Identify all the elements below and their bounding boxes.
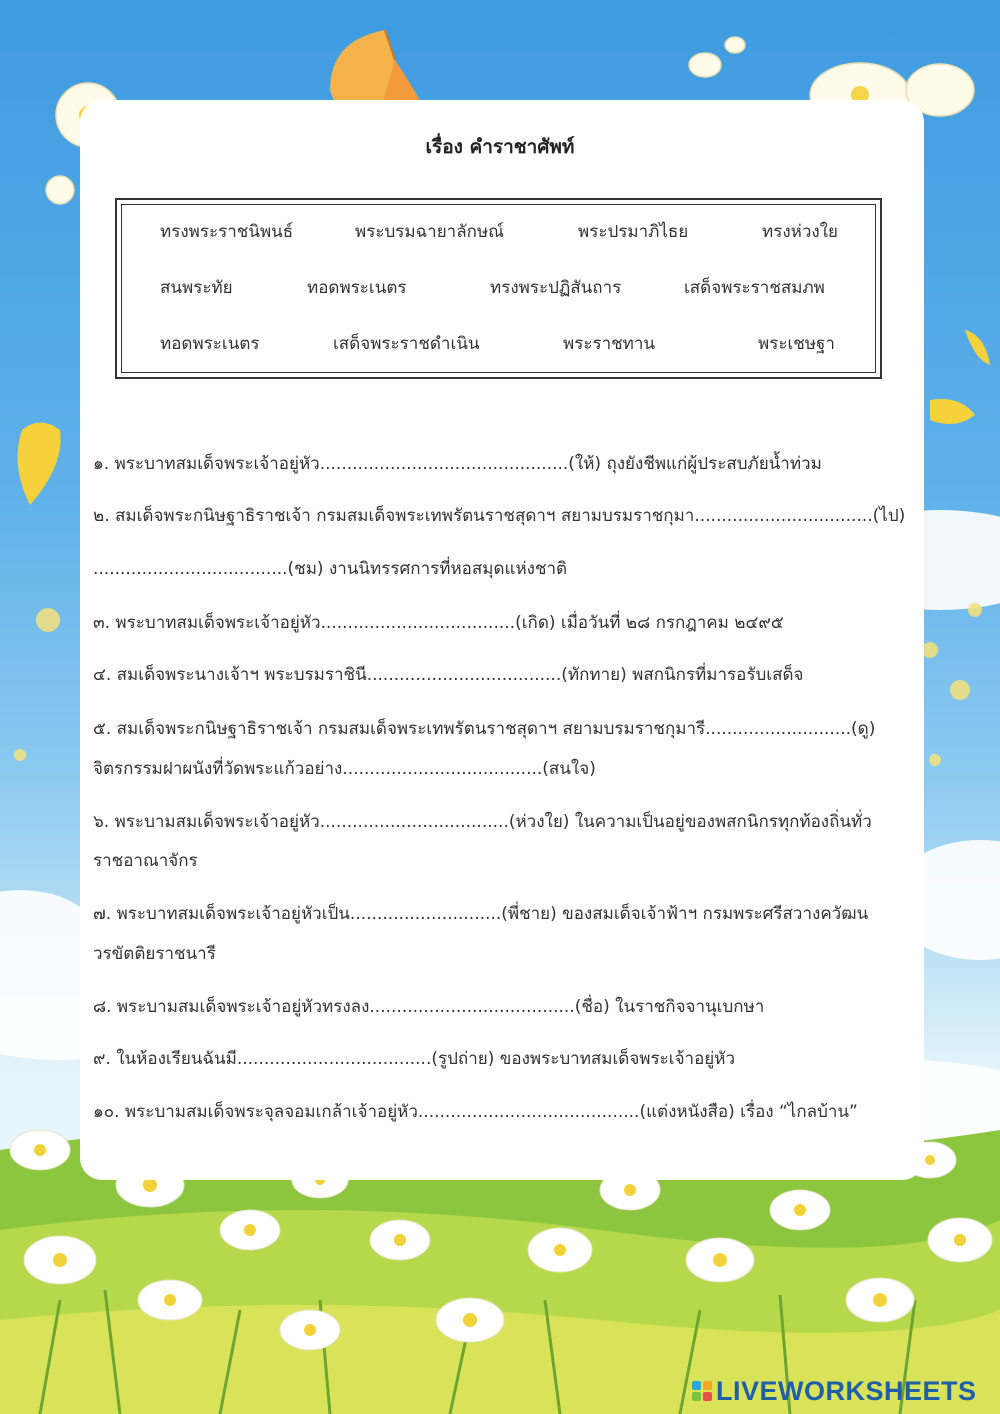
word-bank-item: พระบรมฉายาลักษณ์	[355, 222, 504, 242]
question-line: ๒. สมเด็จพระกนิษฐาธิราชเจ้า กรมสมเด็จพระเทพรัตนราชสุดาฯ สยามบรมราชกุมา.................................(ไป)	[93, 506, 906, 526]
word-bank-item: ทอดพระเนตร	[160, 334, 260, 354]
word-bank-item: ทรงพระราชนิพนธ์	[160, 222, 294, 242]
word-bank-item: พระเชษฐา	[758, 334, 835, 354]
question-line: ....................................(ชม) งานนิทรรศการที่หอสมุดแห่งชาติ	[93, 559, 568, 579]
word-bank-item: ทอดพระเนตร	[307, 278, 407, 298]
word-bank-item: พระราชทาน	[563, 334, 656, 354]
word-bank-item: ทรงพระปฏิสันถาร	[490, 278, 622, 298]
question-line: ราชอาณาจักร	[93, 851, 198, 871]
question-line: ๑. พระบาทสมเด็จพระเจ้าอยู่หัว..............................................(ให้) ถุงยังชีพแก่ผู้ประสบภัยน้ำท่วม	[93, 454, 822, 474]
question-line: ๑๐. พระบามสมเด็จพระจุลจอมเกล้าเจ้าอยู่หัว.........................................(แต่งหนังสือ) เรื่อง “ไกลบ้าน”	[93, 1102, 858, 1122]
word-bank-item: เสด็จพระราชสมภพ	[684, 278, 825, 298]
question-line: วรขัตติยราชนารี	[93, 944, 216, 964]
word-bank-item: สนพระทัย	[160, 278, 233, 298]
liveworksheets-watermark	[692, 1374, 977, 1408]
word-bank-item: เสด็จพระราชดำเนิน	[333, 334, 480, 354]
question-line: ๓. พระบาทสมเด็จพระเจ้าอยู่หัว....................................(เกิด) เมื่อวันที่ ๒๘ กรกฎาคม ๒๔๙๕	[93, 613, 784, 633]
question-line: ๔. สมเด็จพระนางเจ้าฯ พระบรมราชินี....................................(ทักทาย) พสกนิกรที่มารอรับเสด็จ	[93, 665, 804, 685]
worksheet-title: เรื่อง คำราชาศัพท์	[425, 136, 575, 158]
question-line: จิตรกรรมฝาผนังที่วัดพระแก้วอย่าง.....................................(สนใจ)	[93, 759, 596, 779]
question-line: ๕. สมเด็จพระกนิษฐาธิราชเจ้า กรมสมเด็จพระเทพรัตนราชสุดาฯ สยามบรมราชกุมารี...........................(ดู)	[93, 719, 876, 739]
question-line: ๙. ในห้องเรียนฉันมี....................................(รูปถ่าย) ของพระบาทสมเด็จพระเจ้าอยู่หัว	[93, 1049, 735, 1069]
word-bank-item: พระปรมาภิไธย	[578, 222, 689, 242]
question-line: ๖. พระบามสมเด็จพระเจ้าอยู่หัว...................................(ห่วงใย) ในความเป็นอยู่ของพสกนิกรทุกท้องถิ่นทั่ว	[93, 812, 872, 832]
watermark-text: LIVEWORKSHEETS	[716, 1375, 977, 1406]
question-line: ๗. พระบาทสมเด็จพระเจ้าอยู่หัวเป็น............................(พี่ชาย) ของสมเด็จเจ้าฟ้าฯ กรมพระศรีสวางควัฒน	[93, 904, 869, 924]
question-line: ๘. พระบามสมเด็จพระเจ้าอยู่หัวทรงลง......................................(ชื่อ) ในราชกิจจานุเบกษา	[93, 997, 765, 1017]
liveworksheets-logo-icon	[692, 1381, 712, 1401]
word-bank-item: ทรงห่วงใย	[762, 222, 838, 242]
